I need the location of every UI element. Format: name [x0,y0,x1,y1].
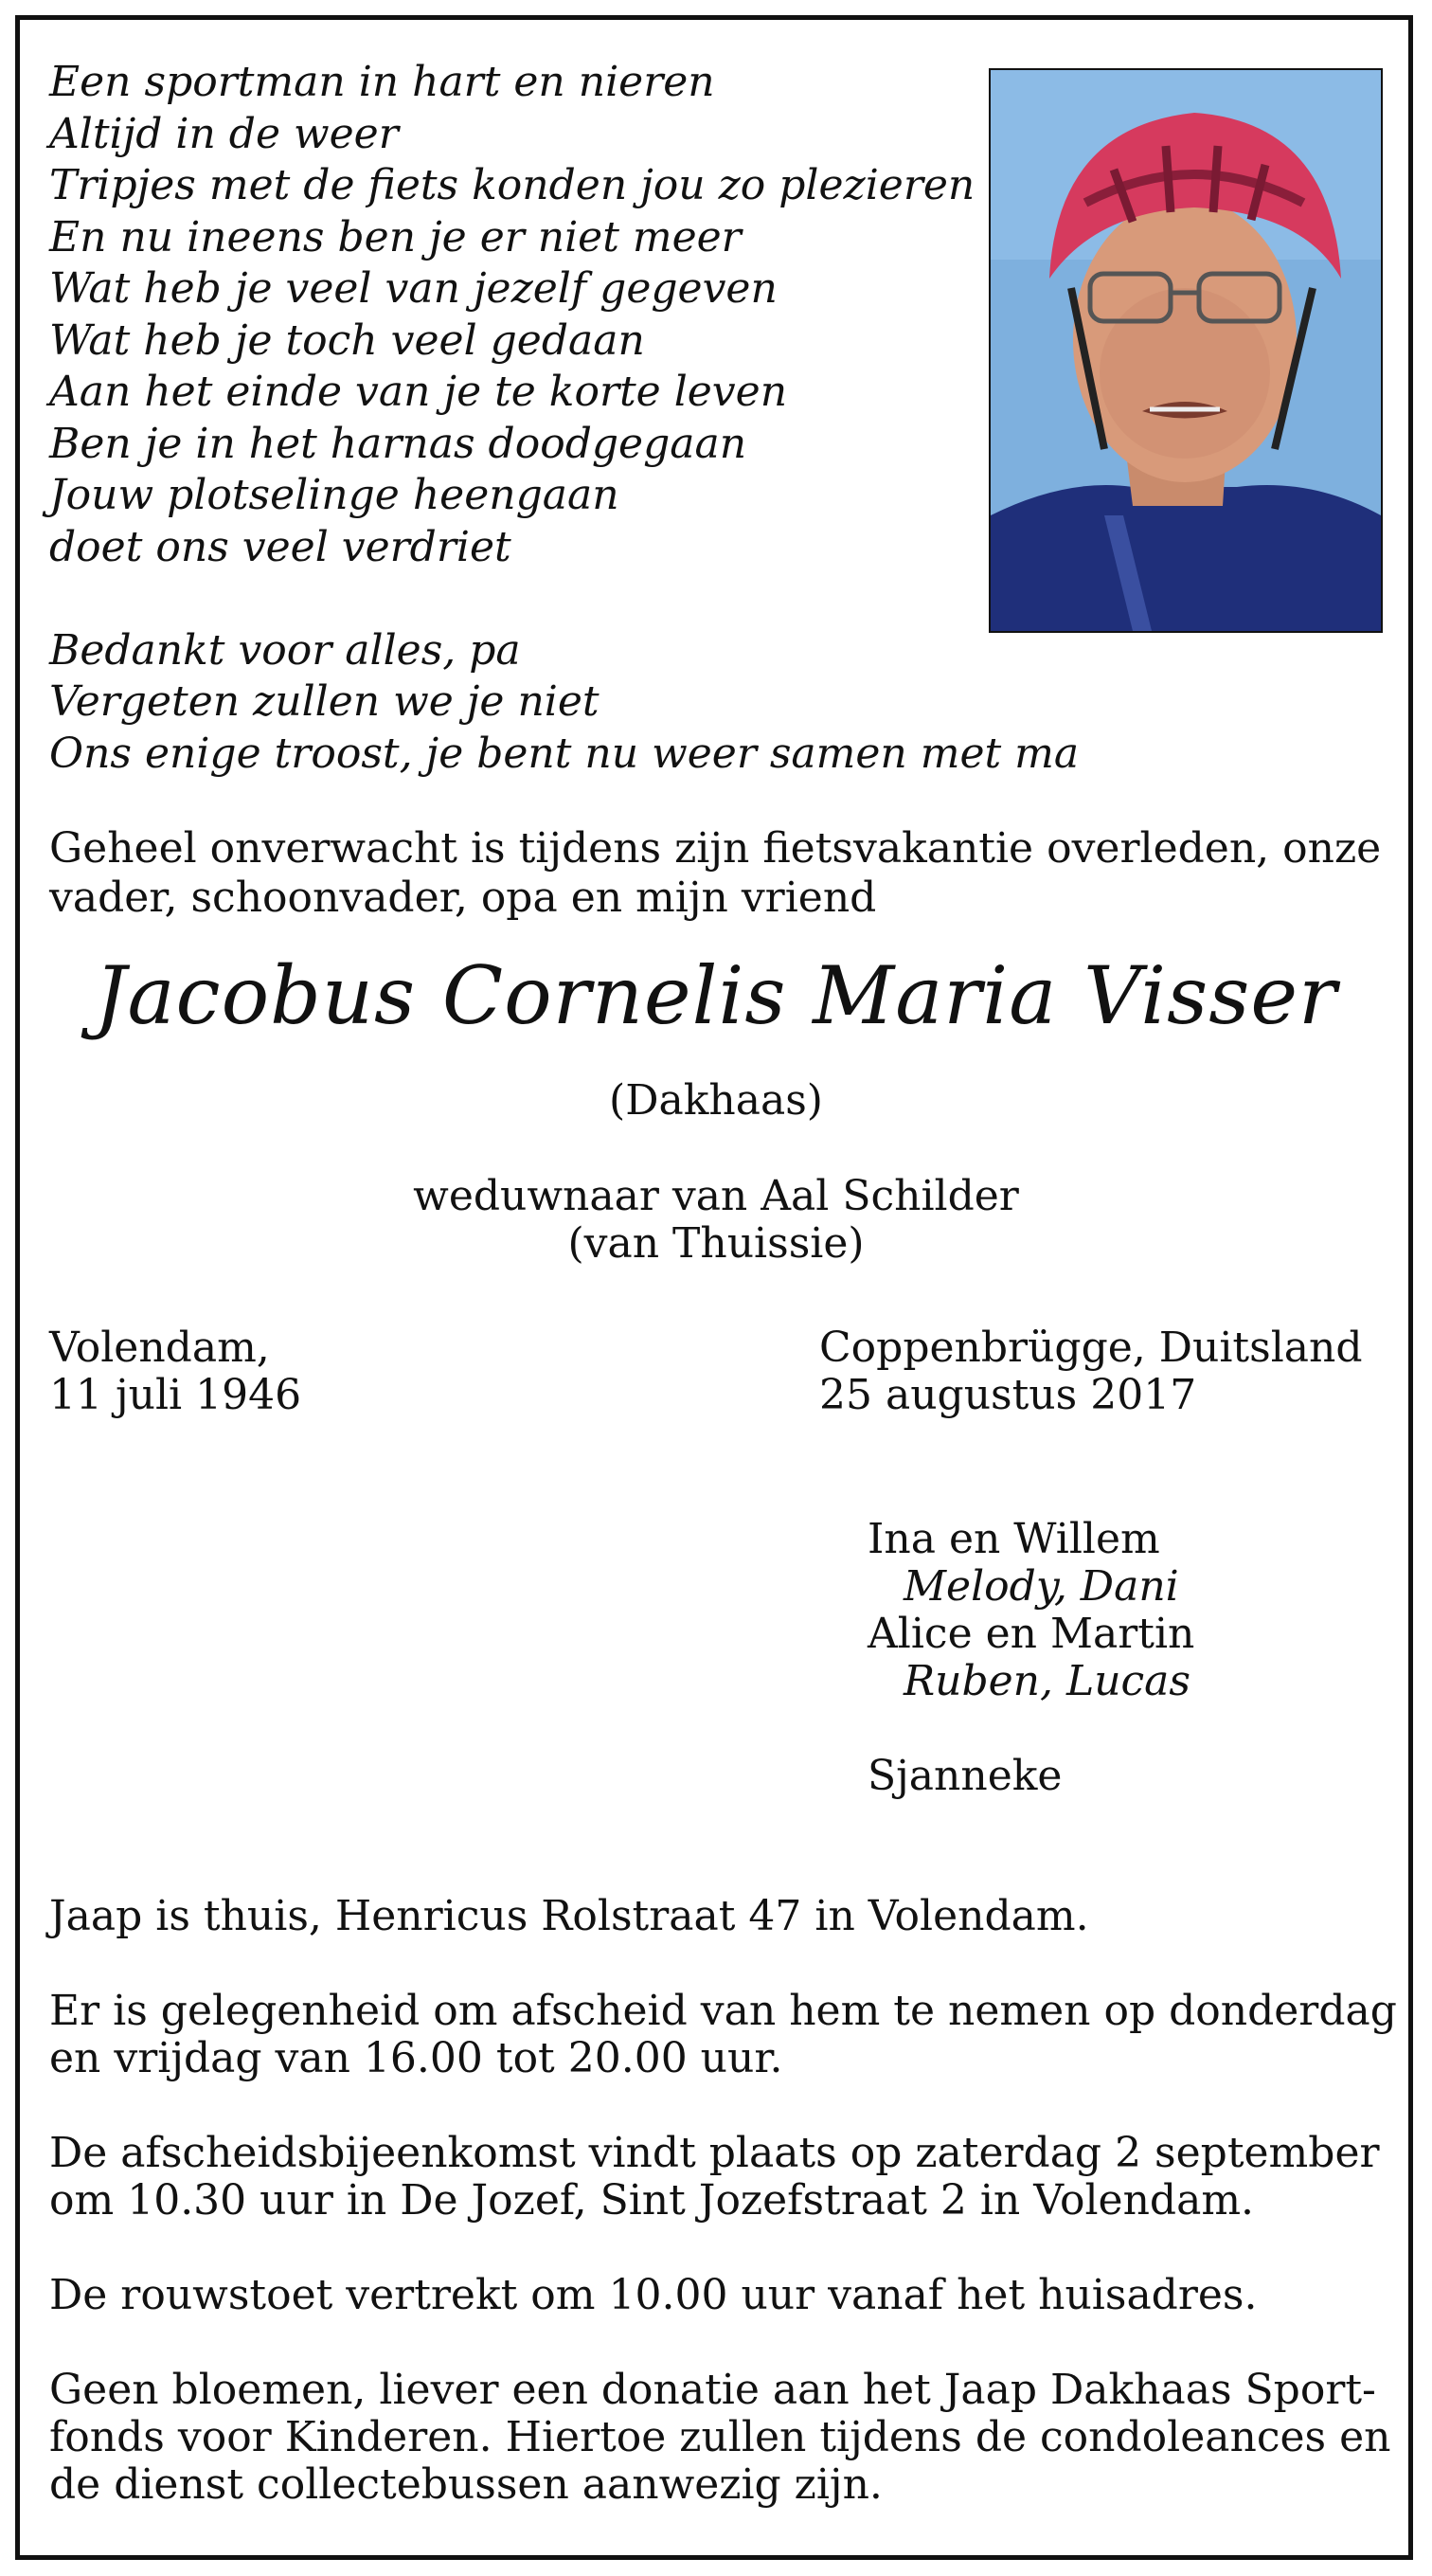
widower-line: weduwnaar van Aal Schilder [413,1172,1019,1220]
poem-line: doet ons veel verdriet [49,522,511,571]
family-member: Alice en Martin [868,1610,1195,1658]
death-date: 25 augustus 2017 [819,1371,1197,1419]
poem-line: Altijd in de weer [49,109,399,158]
notice-line: de dienst collectebussen aanwezig zijn. [49,2460,883,2509]
poem-line: Bedankt voor alles, pa [49,625,521,675]
notices [49,1893,1397,2509]
birth-info [49,1324,301,1419]
deceased-name: Jacobus Cornelis Maria Visser [94,949,1338,1042]
deceased-nickname: (Dakhaas) [609,1076,823,1125]
intro-line: vader, schoonvader, opa en mijn vriend [49,874,877,922]
notice-line: en vrijdag van 16.00 tot 20.00 uur. [49,2034,783,2082]
poem-line: En nu ineens ben je er niet meer [49,212,742,261]
notice-line: De afscheidsbijeenkomst vindt plaats op zaterdag 2 september [49,2129,1380,2177]
notice-line: fonds voor Kinderen. Hiertoe zullen tijdens de condoleances en [49,2413,1391,2461]
poem-line: Vergeten zullen we je niet [49,677,600,726]
grandchildren: Melody, Dani [904,1562,1179,1611]
notice-paragraph [49,1893,1397,1940]
intro-text [49,824,1381,923]
death-info [819,1324,1363,1419]
notice-line: Jaap is thuis, Henricus Rolstraat 47 in Volendam. [49,1892,1089,1940]
family-member: Sjanneke [868,1752,1063,1800]
poem-line: Ben je in het harnas doodgegaan [49,419,747,468]
grandchildren: Ruben, Lucas [904,1657,1190,1705]
intro-line: Geheel onverwacht is tijdens zijn fietsvakantie overleden, onze [49,824,1382,873]
widower-info [0,1173,1432,1268]
poem-line: Wat heb je toch veel gedaan [49,315,645,365]
notice-line: Er is gelegenheid om afscheid van hem te nemen op donderdag [49,1987,1397,2035]
notice-line: om 10.30 uur in De Jozef, Sint Jozefstraat 2 in Volendam. [49,2176,1255,2225]
portrait-photo [989,68,1383,633]
poem-line: Een sportman in hart en nieren [49,58,715,106]
poem-line: Aan het einde van je te korte leven [49,368,788,416]
poem-line: Jouw plotselinge heengaan [49,471,619,519]
birth-place: Volendam, [49,1324,270,1372]
death-place: Coppenbrügge, Duitsland [819,1324,1363,1372]
notice-paragraph [49,2130,1397,2225]
notice-paragraph [49,1988,1397,2082]
notice-line: Geen bloemen, liever een donatie aan het Jaap Dakhaas Sport- [49,2366,1376,2414]
family-list [868,1516,1194,1800]
notice-line: De rouwstoet vertrekt om 10.00 uur vanaf het huisadres. [49,2271,1258,2319]
poem-line: Ons enige troost, je bent nu weer samen met ma [49,729,1080,778]
notice-paragraph [49,2367,1397,2509]
poem-line: Tripjes met de fiets konden jou zo plezieren [49,161,976,209]
birth-date: 11 juli 1946 [49,1371,302,1419]
poem [49,57,1079,780]
widower-nickname: (van Thuissie) [567,1219,865,1268]
poem-line: Wat heb je veel van jezelf gegeven [49,264,778,313]
notice-paragraph [49,2272,1397,2319]
family-member: Ina en Willem [868,1515,1160,1563]
